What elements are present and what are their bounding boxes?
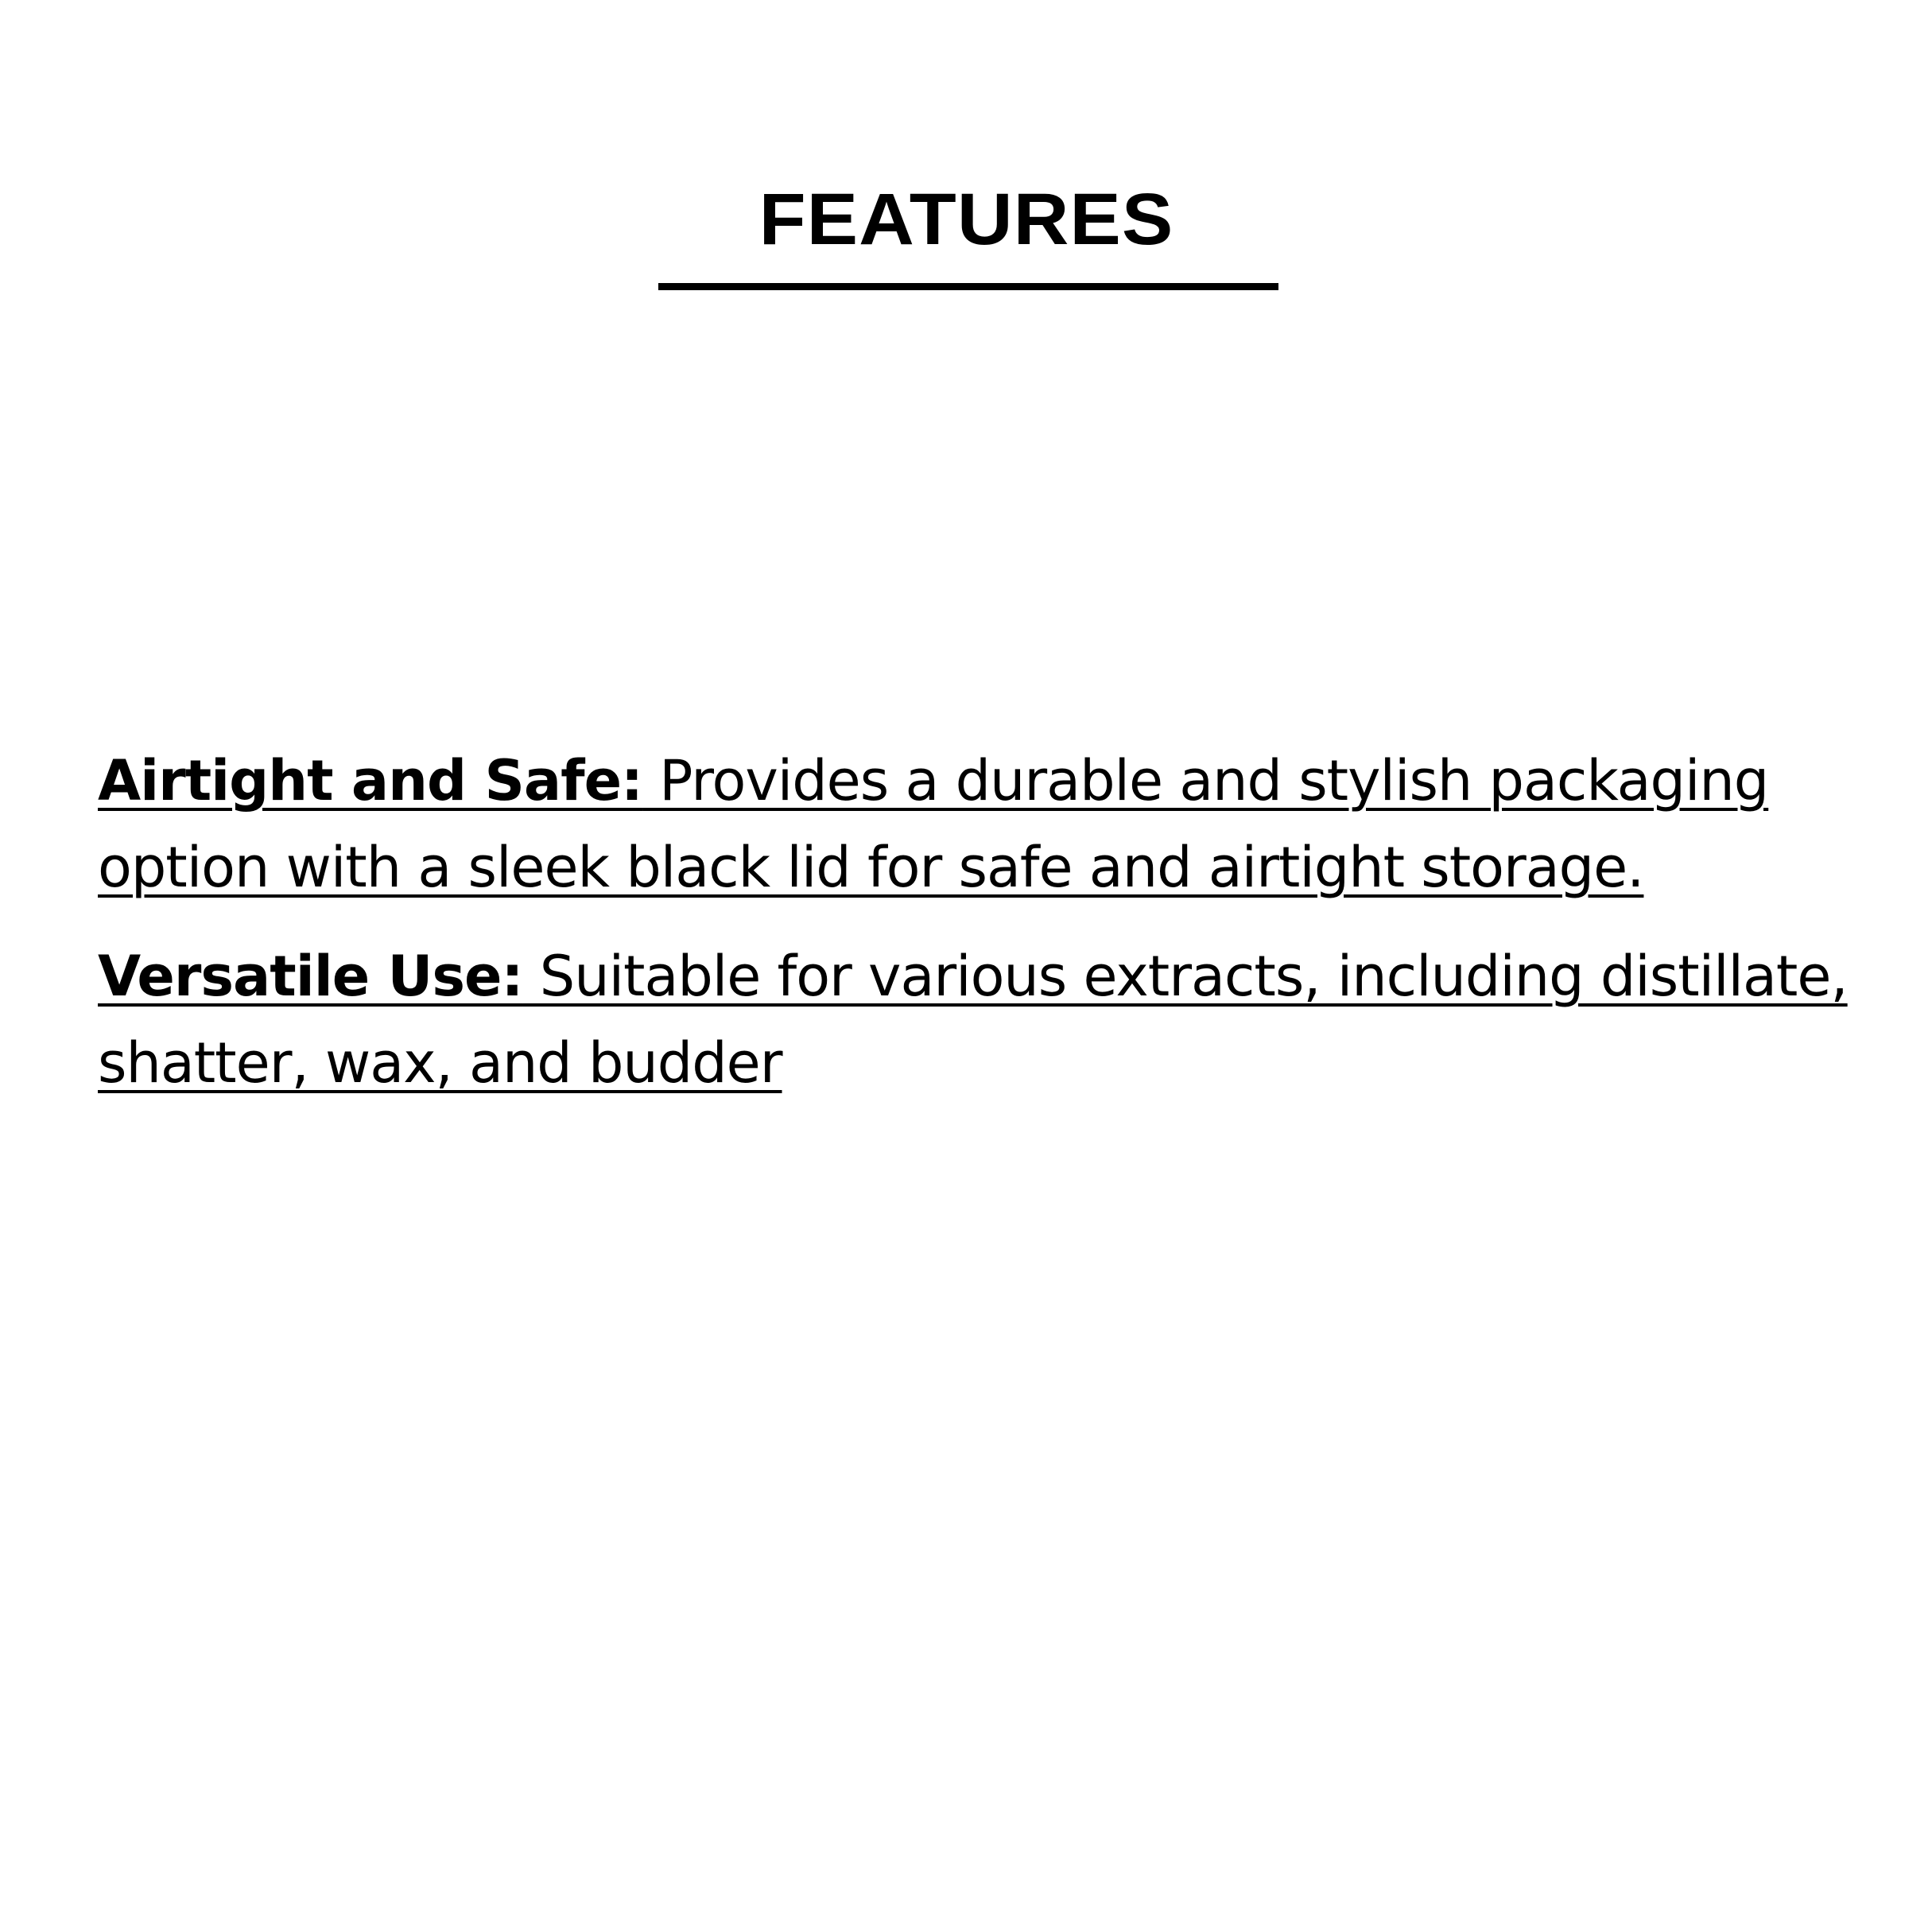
feature-item-versatile-use <box>98 933 1871 1107</box>
feature-heading: Versatile Use: <box>98 944 523 1009</box>
features-list <box>98 738 1871 1129</box>
page-title: FEATURES <box>758 179 1174 260</box>
header <box>0 179 1932 260</box>
title-underline-divider <box>658 283 1278 290</box>
feature-description: Provides a durable and stylish packaging option with a sleek black lid for safe and airtight storage. <box>98 748 1769 900</box>
feature-item-airtight-and-safe <box>98 738 1871 911</box>
feature-description: Suitable for various extracts, including distillate, shatter, wax, and budder <box>98 944 1848 1096</box>
feature-heading: Airtight and Safe: <box>98 748 643 813</box>
